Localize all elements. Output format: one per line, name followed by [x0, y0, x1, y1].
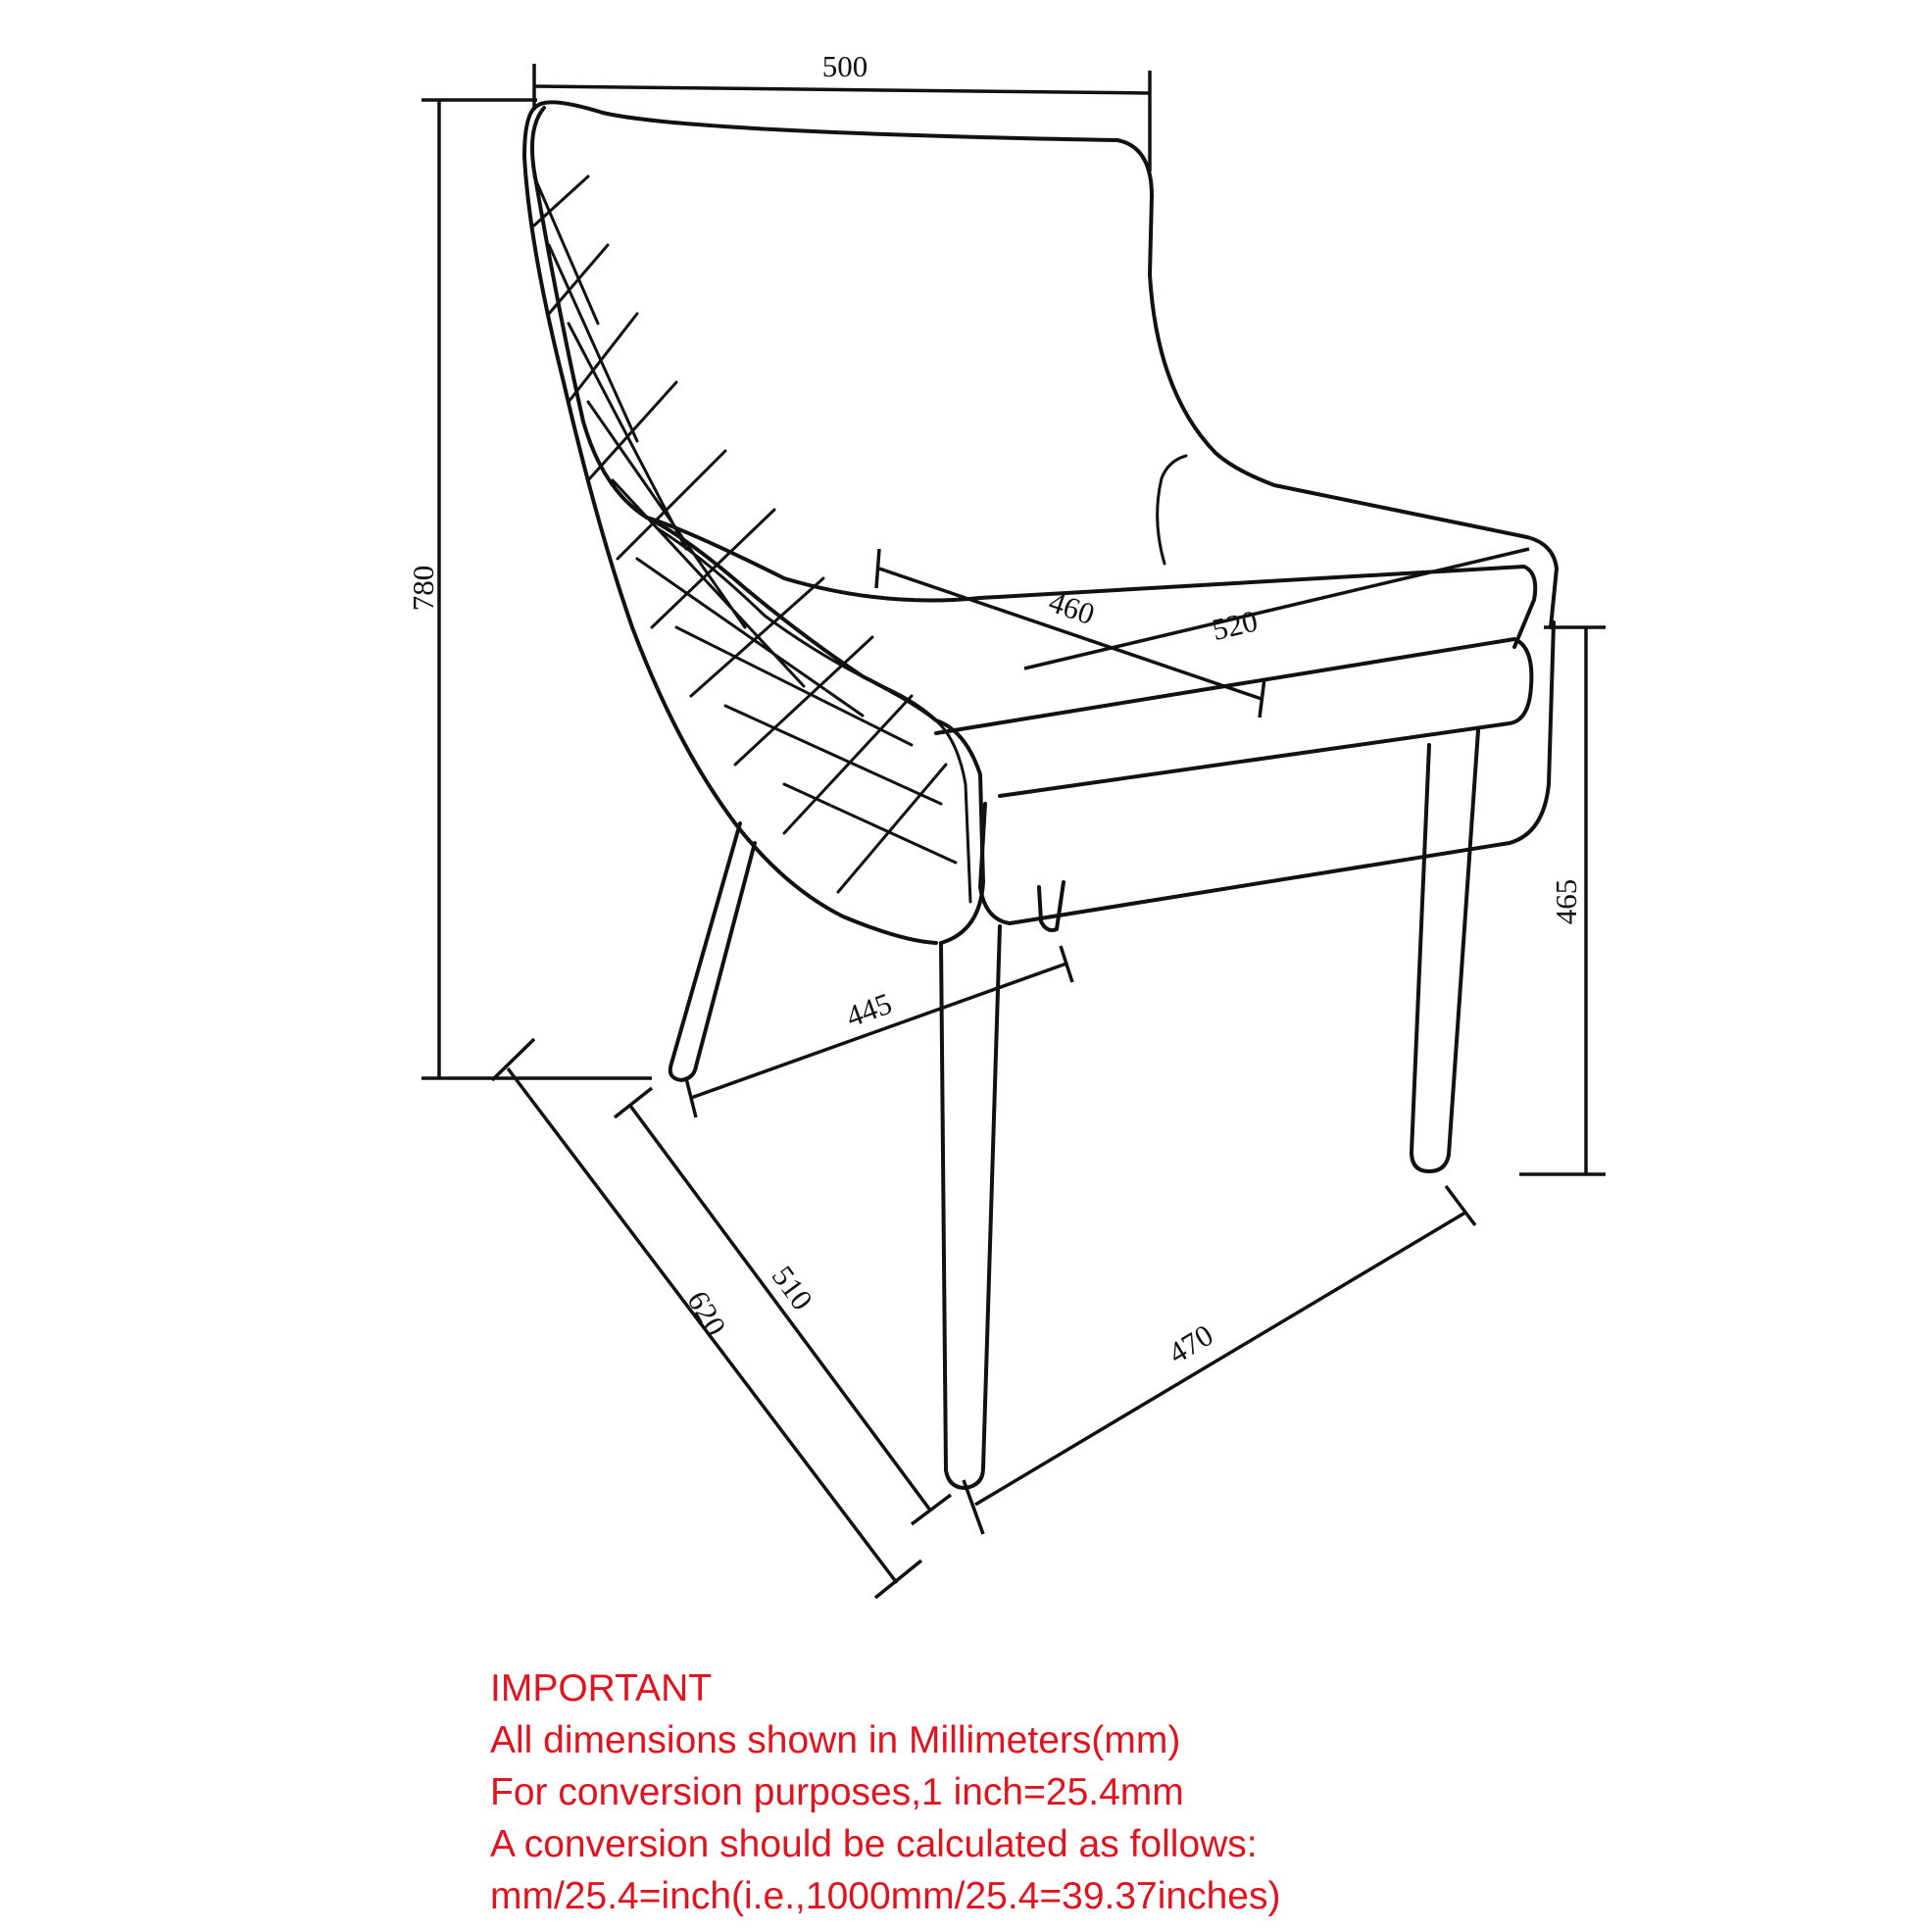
dimension-lines [421, 64, 1606, 1598]
dim-label-470: 470 [1162, 1317, 1219, 1370]
dim-label-460: 460 [1044, 583, 1100, 632]
leg-back-left [670, 823, 755, 1080]
dim-label-465: 465 [1549, 878, 1583, 925]
side-panel-outer-edge [524, 106, 936, 943]
dim-label-500: 500 [821, 49, 868, 83]
dimension-labels [406, 49, 1583, 1370]
dim-label-510: 510 [765, 1259, 820, 1316]
leg-back-right [1039, 882, 1064, 930]
note-line-conversion: For conversion purposes,1 inch=25.4mm [490, 1771, 1184, 1813]
note-line-example: mm/25.4=inch(i.e.,1000mm/25.4=39.37inches) [490, 1875, 1281, 1917]
important-note [490, 1662, 1470, 1922]
seat-front-edge [936, 639, 1531, 796]
backrest-piping [1158, 456, 1186, 564]
note-line-units: All dimensions shown in Millimeters(mm) [490, 1719, 1181, 1761]
dim-label-445: 445 [841, 985, 897, 1034]
note-line-calculation: A conversion should be calculated as follows: [490, 1823, 1258, 1865]
chair-outline [524, 102, 1557, 1488]
dim-label-780: 780 [406, 565, 440, 612]
dim-label-520: 520 [1209, 603, 1262, 648]
arm-front-panel [647, 518, 983, 943]
note-heading: IMPORTANT [490, 1667, 713, 1709]
leg-front-right [1412, 730, 1478, 1171]
leg-front-left [941, 926, 1000, 1488]
dim-label-620: 620 [680, 1284, 733, 1342]
quilted-pattern [534, 176, 956, 892]
